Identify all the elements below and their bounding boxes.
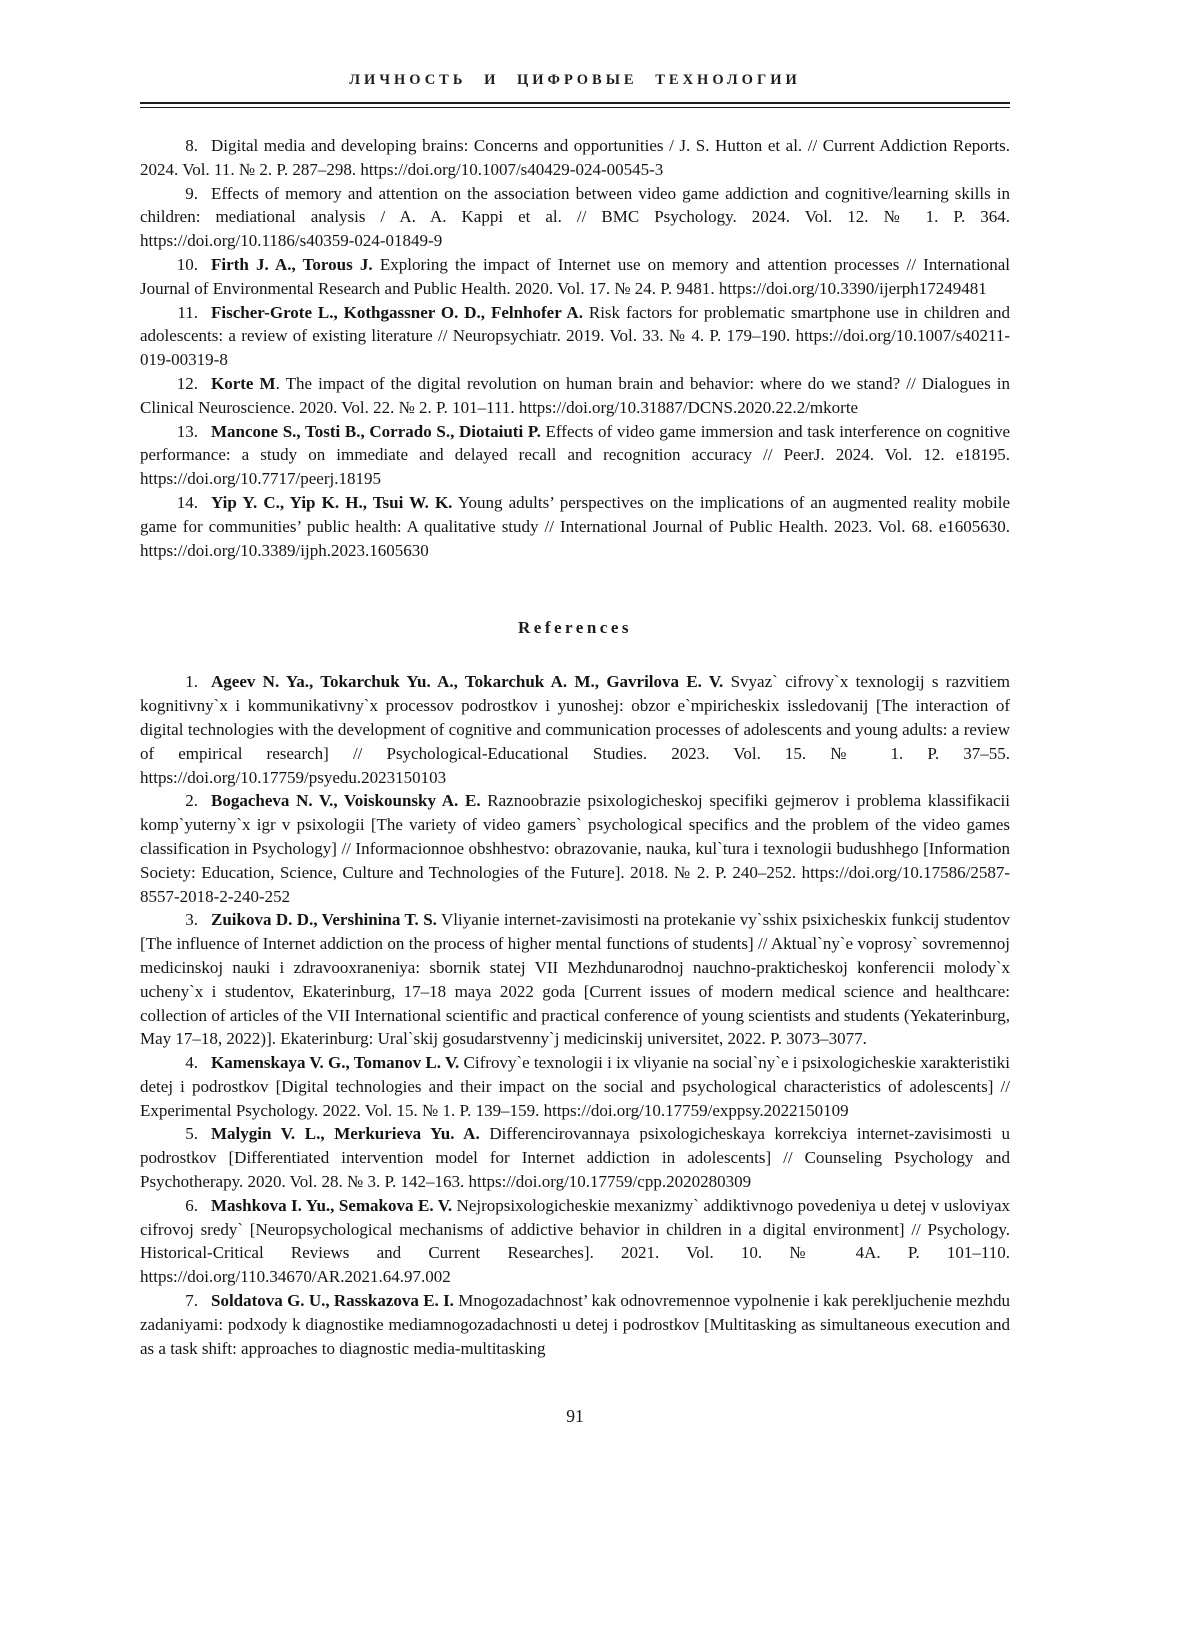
reference-item (140, 372, 1010, 420)
ref-authors: Firth J. A., Torous J. (211, 254, 373, 274)
ref-number: 13. (176, 421, 198, 441)
ref-text: Effects of memory and attention on the association between video game addiction and cognitive/learning skills in children: mediational analysis / A. A. Kappi et al. // BMC Psychology. 2024. Vol. 12. № 1. P. 364. https://doi.org/10.1186/s40359-024-01849-9 (140, 183, 1010, 251)
reference-item (140, 1122, 1010, 1193)
ref-text: Differencirovannaya psixologicheskaya korrekciya internet-zavisimosti u podrostkov [Differentiated intervention model for Internet addiction in adolescents] // Counseling Psychology and Psychotherapy. 2020. Vol. 28. № 3. P. 142–163. https://doi.org/10.17759/cpp.2020280309 (140, 1124, 1010, 1192)
ref-number: 9. (185, 183, 198, 203)
ref-number: 2. (185, 791, 198, 811)
reference-item (140, 1289, 1010, 1360)
ref-number: 8. (185, 136, 198, 155)
ref-number: 3. (185, 910, 198, 930)
reference-item (140, 670, 1010, 789)
reference-item (140, 134, 1010, 182)
ref-text: Cifrovy`e texnologii i ix vliyanie na social`ny`e i psixologicheskie xarakteristiki detej i podrostkov [Digital technologies and their impact on the social and psychological characteristics of adolescents] // Experimental Psychology. 2022. Vol. 15. № 1. P. 139–159. https://doi.org/10.17759/exppsy.2022150109 (140, 1053, 1010, 1120)
ref-text: Digital media and developing brains: Concerns and opportunities / J. S. Hutton et al. // Current Addiction Reports. 2024. Vol. 11. № 2. P. 287–298. https://doi.org/10.1007/s40429-024-00545-3 (140, 136, 1010, 179)
ref-authors: Fischer-Grote L., Kothgassner O. D., Felnhofer A. (211, 302, 583, 322)
reference-item (140, 182, 1010, 253)
ref-authors: Zuikova D. D., Vershinina T. S. (211, 910, 437, 930)
references-list (140, 670, 1010, 1360)
ref-authors: Mancone S., Tosti B., Corrado S., Diotaiuti P. (211, 421, 541, 441)
ref-number: 4. (185, 1053, 198, 1073)
ref-authors: Yip Y. C., Yip K. H., Tsui W. K. (211, 492, 453, 512)
ref-authors: Soldatova G. U., Rasskazova E. I. (211, 1291, 454, 1311)
ref-authors: Ageev N. Ya., Tokarchuk Yu. A., Tokarchuk A. M., Gavrilova E. V. (211, 672, 724, 692)
reference-item (140, 1051, 1010, 1122)
ref-text: Young adults’ perspectives on the implications of an augmented reality mobile game for communities’ public health: A qualitative study // International Journal of Public Health. 2023. Vol. 68. e1605630. https://doi.org/10.3389/ijph.2023.1605630 (140, 492, 1010, 560)
journal-title: ЛИЧНОСТЬ И ЦИФРОВЫЕ ТЕХНОЛОГИИ (349, 72, 801, 88)
ref-text: Effects of video game immersion and task interference on cognitive performance: a study on immediate and delayed recall and recognition accuracy // PeerJ. 2024. Vol. 12. e18195. https://doi.org/10.7717/peerj.18195 (140, 421, 1010, 489)
ref-authors: Bogacheva N. V., Voiskounsky A. E. (211, 791, 481, 811)
ref-number: 10. (176, 254, 198, 274)
page-number: 91 (566, 1406, 584, 1427)
ref-text: Vliyanie internet-zavisimosti na protekanie vy`sshix psixicheskix funkcij studentov [The influence of Internet addiction on the process of higher mental functions of students] // Aktual`ny`e voprosy` sovremennoj medicinskoj nauki i zdravooxraneniya: sbornik statej VII Mezhdunarodnoj nauchno-prakticheskoj konferencii molody`x ucheny`x i studentov, Ekaterinburg, 17–18 maya 2022 goda [Current issues of modern medical science and healthcare: collection of articles of the VII International scientific and practical conference of young scientists and students (Yekaterinburg, May 17–18, 2022)]. Ekaterinburg: Ural`skij gosudarstvenny`j medicinskij universitet, 2022. P. 3073–3077. (140, 910, 1010, 1049)
reference-item (140, 491, 1010, 562)
ref-text: . The impact of the digital revolution on human brain and behavior: where do we stand? // Dialogues in Clinical Neuroscience. 2020. Vol. 22. № 2. P. 101–111. https://doi.org/10.31887/DCNS.2020.22.2/mkorte (140, 373, 1010, 417)
ref-number: 12. (176, 373, 198, 393)
header-double-rule (140, 102, 1010, 108)
ref-number: 7. (185, 1291, 198, 1311)
ref-authors: Kamenskaya V. G., Tomanov L. V. (211, 1053, 460, 1073)
ref-authors: Mashkova I. Yu., Semakova E. V. (211, 1195, 453, 1215)
ref-text: Risk factors for problematic smartphone use in children and adolescents: a review of existing literature // Neuropsychiatr. 2019. Vol. 33. № 4. P. 179–190. https://doi.org/10.1007/s40211-019-00319-8 (140, 302, 1010, 370)
reference-item (140, 908, 1010, 1051)
ref-text: Raznoobrazie psixologicheskoj specifiki gejmerov i problema klassifikacii komp`yuterny`x igr v psixologii [The variety of video gamers` psychological specifics and the problem of the video games classification in Psychology] // Informacionnoe obshhestvo: obrazovanie, nauka, kul`tura i texnologii budushhego [Information Society: Education, Science, Culture and Technologies of the Future]. 2018. № 2. P. 240–252. https://doi.org/10.17586/2587-8557-2018-2-240-252 (140, 791, 1010, 906)
ref-number: 5. (185, 1124, 198, 1144)
reference-item (140, 789, 1010, 908)
ref-authors: Malygin V. L., Merkurieva Yu. A. (211, 1124, 480, 1144)
ref-text: Svyaz` cifrovy`x texnologij s razvitiem kognitivny`x i kommunikativny`x processov podrostkov i yunoshej: obzor e`mpiricheskix issledovanij [The interaction of digital technologies with the development of cognitive and communication processes of adolescents and young adults: a review of empirical research] // Psychological-Educational Studies. 2023. Vol. 15. № 1. P. 37–55. https://doi.org/10.17759/psyedu.2023150103 (140, 672, 1010, 787)
ref-number: 14. (176, 492, 198, 512)
ref-text: Mnogozadachnost’ kak odnovremennoe vypolnenie i kak perekljuchenie mezhdu zadaniyami: podxody k diagnostike mediamnogozadachnosti u detej i podrostkov [Multitasking as simultaneous execution and as a task shift: approaches to diagnostic media-multitasking (140, 1291, 1010, 1358)
ref-text: Nejropsixologicheskie mexanizmy` addiktivnogo povedeniya u detej v usloviyax cifrovoj sredy` [Neuropsychological mechanisms of addictive behavior in children in a digital environment] // Psychology. Historical-Critical Reviews and Current Researches]. 2021. Vol. 10. № 4A. P. 101–110. https://doi.org/110.34670/AR.2021.64.97.002 (140, 1195, 1010, 1287)
ref-authors: Korte M (211, 373, 276, 393)
ref-number: 1. (185, 672, 198, 692)
references-heading: References (518, 618, 632, 638)
reference-item (140, 253, 1010, 301)
ref-number: 11. (177, 302, 198, 322)
reference-item (140, 1194, 1010, 1289)
reference-item (140, 301, 1010, 372)
ref-text: Exploring the impact of Internet use on memory and attention processes // International Journal of Environmental Research and Public Health. 2020. Vol. 17. № 24. P. 9481. https://doi.org/10.3390/ijerph17249481 (140, 254, 1011, 298)
references-continued-list (140, 134, 1010, 562)
ref-number: 6. (185, 1195, 198, 1215)
reference-item (140, 420, 1010, 491)
